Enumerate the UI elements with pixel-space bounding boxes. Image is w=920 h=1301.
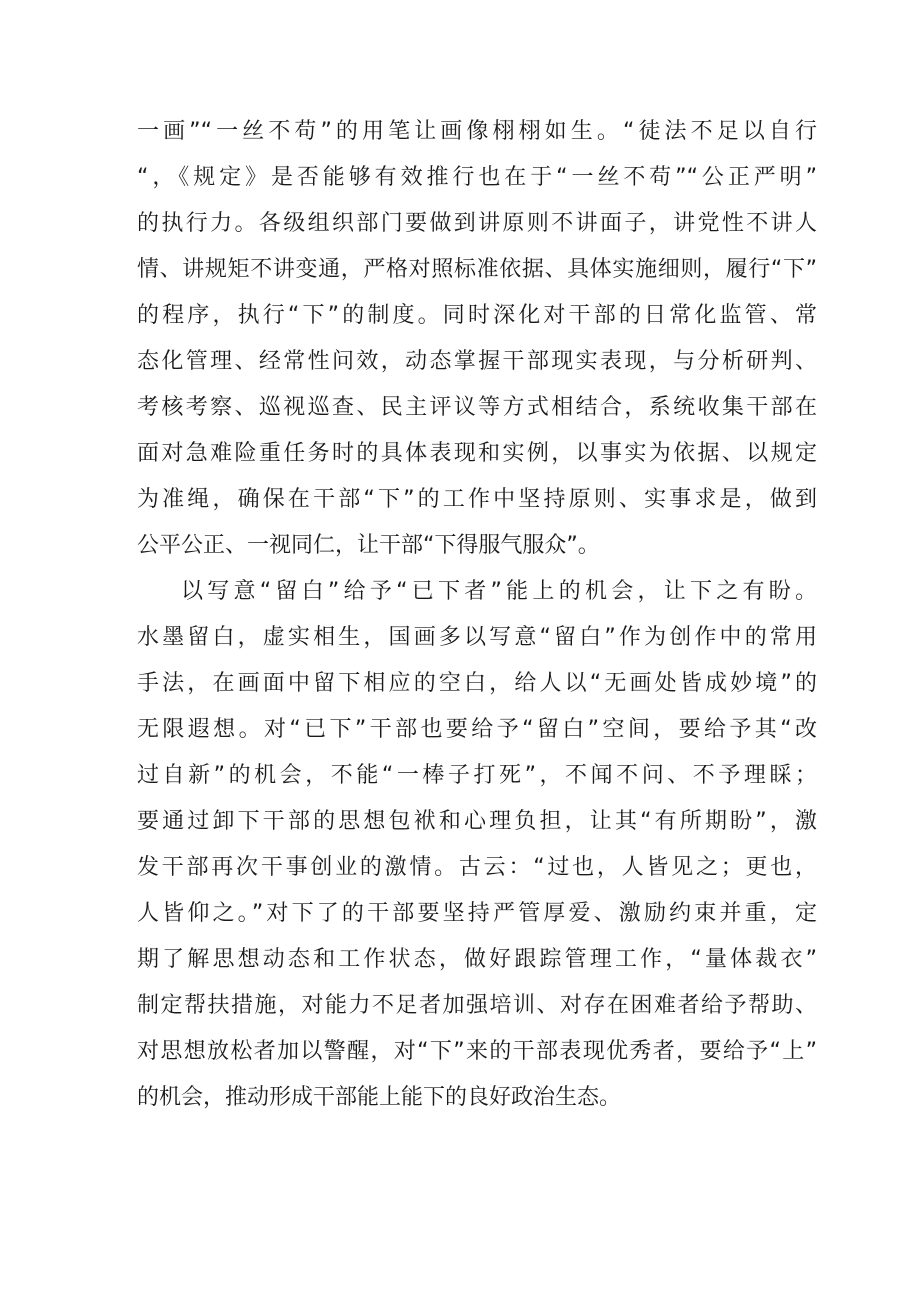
text-line: 的执行力。各级组织部门要做到讲原则不讲面子，讲党性不讲人 [137, 211, 817, 236]
text-line: 情、讲规矩不讲变通，严格对照标准依据、具体实施细则，履行“下” [137, 257, 817, 282]
text-line: 无限遐想。对“已下”干部也要给予“留白”空间，要给予其“改 [137, 717, 817, 742]
text-line: 手法，在画面中留下相应的空白，给人以“无画处皆成妙境”的 [137, 671, 817, 696]
text-line: 人皆仰之。”对下了的干部要坚持严管厚爱、激励约束并重，定 [137, 901, 817, 926]
text-line: 为准绳，确保在干部“下”的工作中坚持原则、实事求是，做到 [137, 487, 817, 512]
text-line: 水墨留白，虚实相生，国画多以写意“留白”作为创作中的常用 [137, 625, 817, 650]
paragraph-first-line: 以写意“留白”给予“已下者”能上的机会，让下之有盼。 [181, 579, 817, 604]
text-line: 考核考察、巡视巡查、民主评议等方式相结合，系统收集干部在 [137, 395, 817, 420]
text-line: “，《规定》是否能够有效推行也在于“一丝不苟”“公正严明” [137, 165, 817, 190]
text-line: 发干部再次干事创业的激情。古云：“过也，人皆见之；更也， [137, 855, 817, 880]
text-line: 期了解思想动态和工作状态，做好跟踪管理工作，“量体裁衣” [137, 947, 817, 972]
text-line: 一画”“一丝不苟”的用笔让画像栩栩如生。“徒法不足以自行 [137, 119, 817, 144]
text-line: 态化管理、经常性问效，动态掌握干部现实表现，与分析研判、 [137, 349, 817, 374]
text-line: 面对急难险重任务时的具体表现和实例，以事实为依据、以规定 [137, 441, 817, 466]
text-line: 要通过卸下干部的思想包袱和心理负担，让其“有所期盼”，激 [137, 809, 817, 834]
text-line: 的程序，执行“下”的制度。同时深化对干部的日常化监管、常 [137, 303, 817, 328]
text-line: 公平公正、一视同仁，让干部“下得服气服众”。 [137, 533, 600, 558]
text-line: 过自新”的机会，不能“一棒子打死”，不闻不问、不予理睬； [137, 763, 817, 788]
text-line: 的机会，推动形成干部能上能下的良好政治生态。 [137, 1085, 622, 1110]
text-line: 制定帮扶措施，对能力不足者加强培训、对存在困难者给予帮助、 [137, 993, 817, 1018]
text-line: 对思想放松者加以警醒，对“下”来的干部表现优秀者，要给予“上” [137, 1039, 817, 1064]
